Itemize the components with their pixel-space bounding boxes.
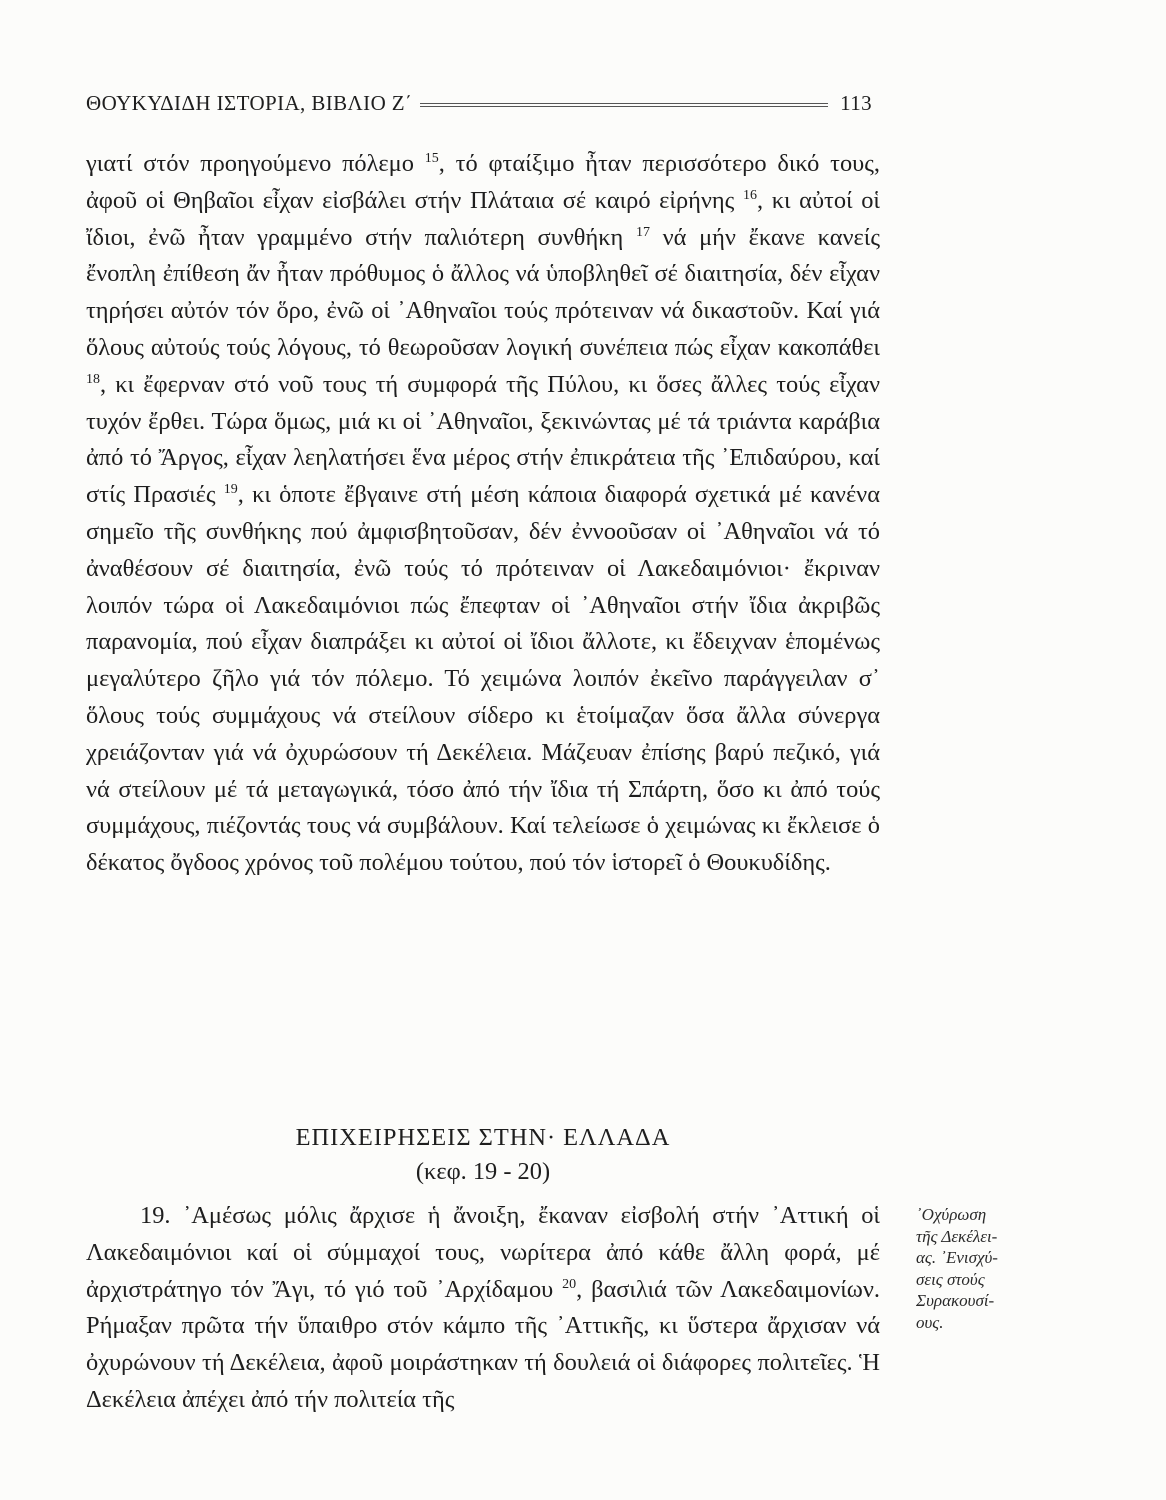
text-run: 19. ᾿Αμέσως μόλις ἄρχισε ἡ ἄνοιξη, ἔκαναν εἰσβολή στήν ᾿Αττική οἱ Λακεδαιμόνιοι καί οἱ σύμμαχοί τους, νωρίτερα ἀπό κάθε ἄλλη φορά, μέ ἀρχιστράτηγο τόν Ἄγι, τό γιό τοῦ ᾿Αρχίδαμου — [86, 1202, 880, 1303]
text-run: , κι ἔφερναν στό νοῦ τους τή συμφορά τῆς Πύλου, κι ὅσες ἄλλες τούς εἶχαν τυχόν ἔρθει. Τώρα ὅμως, μιά κι οἱ ᾿Αθηναῖοι, ξεκινώντας μέ τά τριάντα καράβια ἀπό τό Ἄργος, εἶχαν λεηλατήσει ἕνα μέρος στήν ἐπικράτεια τῆς ᾿Επιδαύρου, καί στίς Πρασιές — [86, 370, 880, 509]
text-run: , τό φταίξιμο ἦταν περισσότερο δικό τους, ἀφοῦ οἱ Θηβαῖοι εἶχαν εἰσβάλει στήν Πλάταια σέ καιρό εἰρήνης — [86, 150, 881, 214]
margin-note-line: ᾿Οχύρωση — [916, 1205, 987, 1224]
footnote-ref: 19 — [223, 482, 238, 498]
footnote-ref: 18 — [86, 371, 100, 387]
margin-note-line: ας. ᾿Ενισχύ- — [916, 1248, 998, 1267]
footnote-ref: 17 — [635, 224, 650, 240]
header-rule — [420, 103, 828, 107]
margin-note — [916, 1204, 1040, 1333]
margin-note-line: σεις στούς — [916, 1269, 985, 1289]
text-run: νά μήν ἔκανε κανείς ἔνοπλη ἐπίθεση ἄν ἦταν πρόθυμος ὁ ἄλλος νά ὑποβληθεῖ σέ διαιτησία, δέν εἶχαν τηρήσει αὐτόν τόν ὅρο, ἐνῶ οἱ ᾿Αθηναῖοι τούς πρότειναν νά δικαστοῦν. Καί γιά ὅλους αὐτούς τούς λόγους, τό θεωροῦσαν λογική συνέπεια πώς εἶχαν κακοπάθει — [86, 223, 880, 361]
footnote-ref: 15 — [424, 151, 439, 166]
section-heading — [86, 1121, 880, 1189]
page-number: 113 — [840, 90, 872, 115]
text-run: , κι ὁποτε ἔβγαινε στή μέση κάποια διαφορά σχετικά μέ κανένα σημεῖο τῆς συνθήκης πού ἀμφισβητοῦσαν, δέν ἐννοοῦσαν οἱ ᾿Αθηναῖοι νά τό ἀναθέσουν σέ διαιτησία, ἐνῶ τούς τό πρότειναν οἱ Λακεδαιμόνιοι· ἔκριναν λοιπόν τώρα οἱ Λακεδαιμόνιοι πώς ἔπεφταν οἱ ᾿Αθηναῖοι στήν ἴδια ἀκριβῶς παρανομία, πού εἶχαν διαπράξει κι αὐτοί οἱ ἴδιοι ἄλλοτε, κι ἔδειχναν ἑπομένως μεγαλύτερο ζῆλο γιά τόν πόλεμο. Τό χειμώνα λοιπόν ἐκεῖνο παράγγειλαν σ᾿ ὅλους τούς συμμάχους νά στείλουν σίδερο κι ἑτοίμαζαν ὅσα ἄλλα σύνεργα χρειάζονταν γιά νά ὀχυρώσουν τή Δεκέλεια. Μάζευαν ἐπίσης βαρύ πεζικό, γιά νά στείλουν μέ τά μεταγωγικά, τόσο ἀπό τήν ἴδια τή Σπάρτη, ὅσο κι ἀπό τούς συμμάχους, πιέζοντάς τους νά συμβάλουν. Καί τελείωσε ὁ χειμώνας κι ἔκλεισε ὁ δέκατος ὄγδοος χρόνος τοῦ πολέμου τούτου, πού τόν ἱστορεῖ ὁ Θουκυδίδης. — [86, 481, 880, 877]
text-run: , βασιλιά τῶν Λακεδαιμονίων. Ρήμαξαν πρῶτα τήν ὕπαιθρο στόν κάμπο τῆς ᾿Αττικῆς, κι ὕστερα ἄρχισαν νά ὀχυρώνουν τή Δεκέλεια, ἀφοῦ μοιράστηκαν τή δουλειά οἱ διάφορες πολιτεῖες. Ἡ Δεκέλεια ἀπέχει ἀπό τήν πολιτεία τῆς — [86, 1275, 880, 1413]
margin-note-line: τῆς Δεκέλει- — [916, 1226, 998, 1246]
text-run: , κι αὐτοί οἱ ἴδιοι, ἐνῶ ἦταν γραμμένο στήν παλιότερη συνθήκη — [86, 186, 880, 251]
running-header — [86, 88, 872, 118]
footnote-ref: 16 — [742, 187, 757, 203]
paragraph-continued — [86, 146, 880, 882]
margin-note-line: Συρακουσί- — [916, 1291, 995, 1310]
margin-note-line: ους. — [916, 1312, 944, 1332]
paragraph-19 — [86, 1198, 880, 1419]
text-run: γιατί στόν προηγούμενο πόλεμο — [86, 150, 414, 177]
section-title: ΕΠΙΧΕΙΡΗΣΕΙΣ ΣΤΗΝ· ΕΛΛΑΔΑ — [295, 1124, 671, 1151]
section-subtitle: (κεφ. 19 - 20) — [415, 1158, 551, 1185]
running-title: ΘΟΥΚΥΔΙΔΗ ΙΣΤΟΡΙΑ, ΒΙΒΛΙΟ Ζ΄ — [86, 90, 413, 115]
footnote-ref: 20 — [562, 1276, 577, 1292]
